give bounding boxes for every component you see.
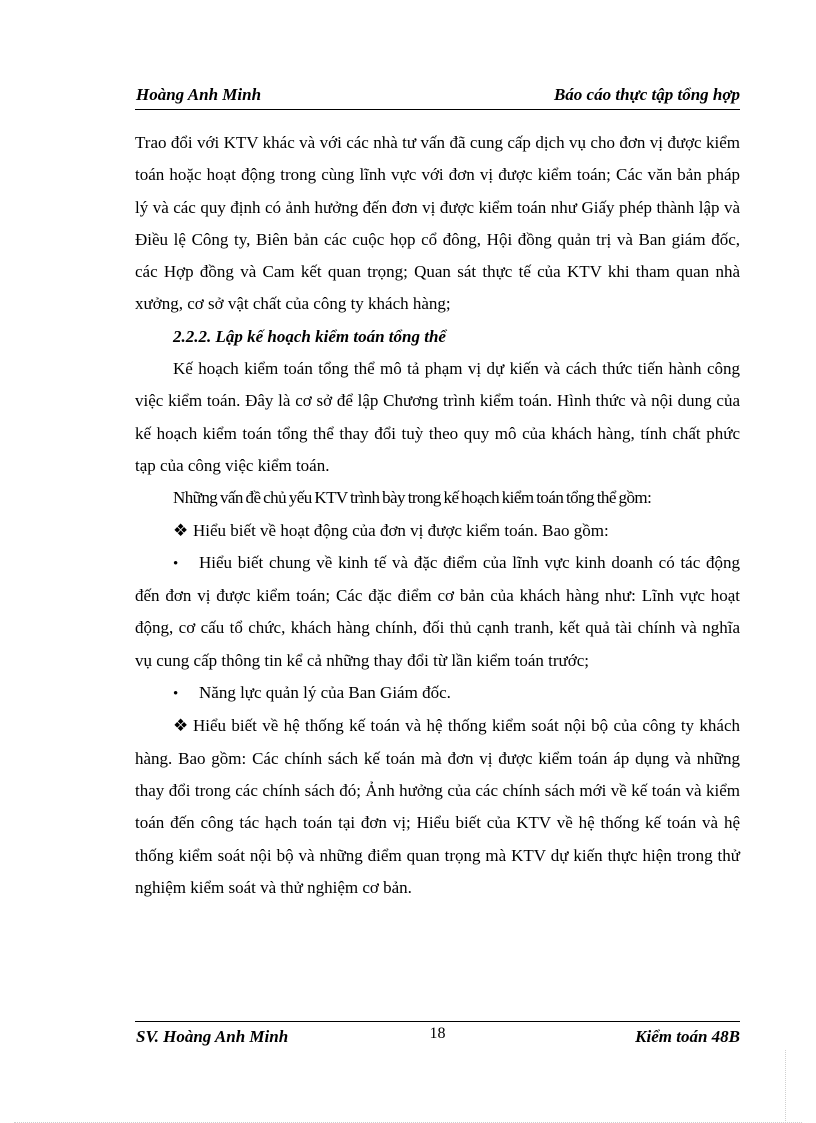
header-author: Hoàng Anh Minh	[136, 85, 262, 104]
star-bullet-icon: ❖	[173, 520, 189, 540]
dot-bullet-icon: •	[173, 555, 179, 572]
footer-page-number: 18	[429, 1025, 446, 1042]
paragraph-main-issues: Những vấn đề chủ yếu KTV trình bày trong kế hoạch kiểm toán tổng thể gồm:	[173, 488, 652, 508]
section-heading: 2.2.2. Lập kế hoạch kiểm toán tổng thể	[173, 326, 446, 346]
star-bullet-icon: ❖	[173, 716, 189, 736]
page-border-right	[785, 1050, 786, 1123]
list-item-dot-1	[135, 547, 740, 677]
list-item-dot-2-text: Năng lực quản lý của Ban Giám đốc.	[199, 683, 451, 703]
footer-student: SV. Hoàng Anh Minh	[136, 1027, 289, 1046]
paragraph-overview: Kế hoạch kiểm toán tổng thể mô tả phạm vị dự kiến và cách thức tiến hành công việc kiểm toán. Đây là cơ sở để lập Chương trình kiểm toán. Hình thức và nội dung của kế hoạch kiểm toán tổng thể thay đổi tuỳ theo quy mô của khách hàng, tính chất phức tạp của công việc kiểm toán.	[135, 359, 740, 475]
list-item-dot-2	[135, 677, 740, 710]
page-body	[135, 127, 740, 904]
header-report-title: Báo cáo thực tập tổng hợp	[553, 85, 740, 104]
dot-bullet-icon: •	[173, 686, 179, 703]
list-item-dot-1-text: Hiểu biết chung về kinh tế và đặc điểm của lĩnh vực kinh doanh có tác động đến đơn vị được kiểm toán; Các đặc điểm cơ bản của khách hàng như: Lĩnh vực hoạt động, cơ cấu tổ chức, khách hàng chính, đối thủ cạnh tranh, kết quả tài chính và nghĩa vụ cung cấp thông tin kể cả những thay đổi từ lần kiểm toán trước;	[135, 552, 740, 670]
list-item-star-2	[135, 710, 740, 904]
paragraph-intro: Trao đổi với KTV khác và với các nhà tư vấn đã cung cấp dịch vụ cho đơn vị được kiểm toán hoặc hoạt động trong cùng lĩnh vực với đơn vị được kiểm toán; Các văn bản pháp lý và các quy định có ảnh hưởng đến đơn vị được kiểm toán như Giấy phép thành lập và Điều lệ Công ty, Biên bản các cuộc họp cổ đông, Hội đồng quản trị và Ban giám đốc, các Hợp đồng và Cam kết quan trọng; Quan sát thực tế của KTV khi tham quan nhà xưởng, cơ sở vật chất của công ty khách hàng;	[135, 133, 740, 314]
list-item-star-1	[135, 515, 740, 547]
list-item-star-2-text: Hiểu biết về hệ thống kế toán và hệ thống kiểm soát nội bộ của công ty khách hàng. Bao gồm: Các chính sách kế toán mà đơn vị được kiểm toán áp dụng và những thay đổi trong các chính sách đó; Ảnh hưởng của các chính sách mới về kế toán và kiểm toán đến công tác hạch toán tại đơn vị; Hiểu biết của KTV về hệ thống kế toán và hệ thống kiểm soát nội bộ và những điểm quan trọng mà KTV dự kiến thực hiện trong thử nghiệm kiểm soát và thử nghiệm cơ bản.	[135, 716, 740, 897]
page-header	[135, 82, 740, 110]
list-item-star-1-text: Hiểu biết về hoạt động của đơn vị được kiểm toán. Bao gồm:	[193, 520, 609, 540]
footer-class: Kiểm toán 48B	[635, 1027, 740, 1046]
page-footer	[135, 1021, 740, 1052]
